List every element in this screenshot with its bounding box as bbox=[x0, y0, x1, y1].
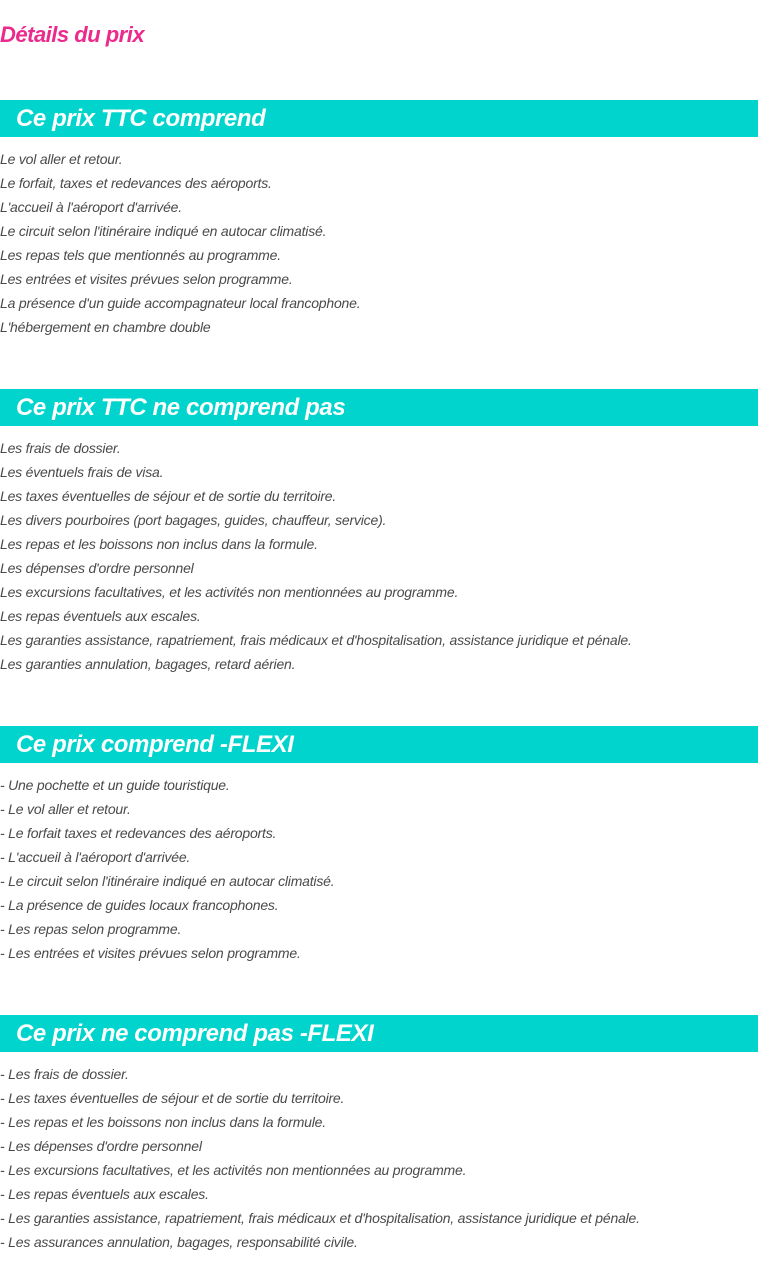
list-item: - Le forfait taxes et redevances des aéroports. bbox=[0, 825, 277, 841]
list-item: Le forfait, taxes et redevances des aéroports. bbox=[0, 175, 272, 191]
list-item: - Les entrées et visites prévues selon programme. bbox=[0, 945, 301, 961]
list-item: Les dépenses d'ordre personnel bbox=[0, 560, 194, 576]
list-item: Le vol aller et retour. bbox=[0, 151, 123, 167]
list-item: Les taxes éventuelles de séjour et de sortie du territoire. bbox=[0, 488, 337, 504]
list-item: Les repas éventuels aux escales. bbox=[0, 608, 201, 624]
list-item: - Les excursions facultatives, et les activités non mentionnées au programme. bbox=[0, 1162, 467, 1178]
list-item: L'hébergement en chambre double bbox=[0, 319, 211, 335]
section-included bbox=[0, 100, 758, 339]
list-item: Les repas tels que mentionnés au programme. bbox=[0, 247, 281, 263]
list-item: - Une pochette et un guide touristique. bbox=[0, 777, 230, 793]
list-item: Les entrées et visites prévues selon programme. bbox=[0, 271, 293, 287]
list-item: Le circuit selon l'itinéraire indiqué en autocar climatisé. bbox=[0, 223, 327, 239]
page-title: Détails du prix bbox=[0, 22, 145, 47]
list-item: Les garanties assistance, rapatriement, frais médicaux et d'hospitalisation, assistance juridique et pénale. bbox=[0, 632, 632, 648]
list-item: - Les repas selon programme. bbox=[0, 921, 182, 937]
list-item: L'accueil à l'aéroport d'arrivée. bbox=[0, 199, 182, 215]
section-included-flexi bbox=[0, 726, 758, 965]
section-not-included-flexi bbox=[0, 1015, 758, 1254]
list-item: - Les garanties assistance, rapatriement, frais médicaux et d'hospitalisation, assistance juridique et pénale. bbox=[0, 1210, 640, 1226]
item-list bbox=[0, 137, 758, 339]
item-list bbox=[0, 426, 758, 676]
list-item: Les garanties annulation, bagages, retard aérien. bbox=[0, 656, 296, 672]
list-item: Les repas et les boissons non inclus dans la formule. bbox=[0, 536, 318, 552]
section-header: Ce prix comprend -FLEXI bbox=[0, 726, 758, 763]
list-item: - L'accueil à l'aéroport d'arrivée. bbox=[0, 849, 191, 865]
list-item: La présence d'un guide accompagnateur local francophone. bbox=[0, 295, 361, 311]
item-list bbox=[0, 1052, 758, 1254]
list-item: - Les repas et les boissons non inclus dans la formule. bbox=[0, 1114, 326, 1130]
list-item: Les frais de dossier. bbox=[0, 440, 121, 456]
list-item: - Les dépenses d'ordre personnel bbox=[0, 1138, 202, 1154]
section-header: Ce prix TTC comprend bbox=[0, 100, 758, 137]
list-item: Les divers pourboires (port bagages, guides, chauffeur, service). bbox=[0, 512, 387, 528]
section-header: Ce prix ne comprend pas -FLEXI bbox=[0, 1015, 758, 1052]
list-item: - Les frais de dossier. bbox=[0, 1066, 129, 1082]
list-item: Les éventuels frais de visa. bbox=[0, 464, 164, 480]
list-item: - Les assurances annulation, bagages, responsabilité civile. bbox=[0, 1234, 358, 1250]
list-item: - Le vol aller et retour. bbox=[0, 801, 131, 817]
section-header: Ce prix TTC ne comprend pas bbox=[0, 389, 758, 426]
section-not-included bbox=[0, 389, 758, 676]
list-item: Les excursions facultatives, et les activités non mentionnées au programme. bbox=[0, 584, 459, 600]
list-item: - Les taxes éventuelles de séjour et de sortie du territoire. bbox=[0, 1090, 345, 1106]
list-item: - Les repas éventuels aux escales. bbox=[0, 1186, 209, 1202]
item-list bbox=[0, 763, 758, 965]
list-item: - La présence de guides locaux francophones. bbox=[0, 897, 279, 913]
list-item: - Le circuit selon l'itinéraire indiqué en autocar climatisé. bbox=[0, 873, 335, 889]
